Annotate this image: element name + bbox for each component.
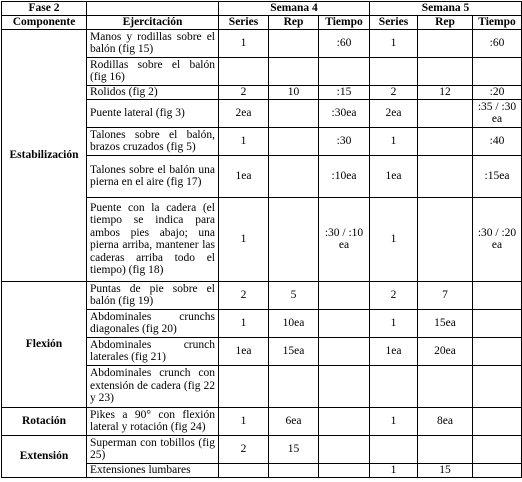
exercise-col-header: Ejercitación — [87, 15, 219, 29]
series-w4: 1ea — [219, 155, 269, 197]
time-w5 — [473, 407, 522, 435]
rep-w5: 15ea — [418, 309, 473, 337]
rep-w4: 15ea — [269, 337, 319, 365]
exercise-cell: Puente con la cadera (el tiempo se indica para ambos pies abajo; una pierna arriba, mantener las caderas arriba todo el tiempo) (fig 18) — [87, 197, 219, 281]
series-w5: 1 — [370, 127, 418, 155]
component-extension: Extensión — [2, 435, 87, 477]
series-w5: 1 — [370, 309, 418, 337]
exercise-cell: Abdominales crunchs diagonales (fig 20) — [87, 309, 219, 337]
rep-w5 — [418, 365, 473, 407]
series-w5: 1ea — [370, 155, 418, 197]
series-w5 — [370, 57, 418, 85]
exercise-cell: Rodillas sobre el balón (fig 16) — [87, 57, 219, 85]
time-w4 — [319, 309, 370, 337]
exercise-cell: Superman con tobillos (fig 25) — [87, 435, 219, 463]
series-w5: 1 — [370, 407, 418, 435]
week4-header: Semana 4 — [219, 2, 370, 16]
exercise-cell: Abdominales crunch con extensión de cadera (fig 22 y 23) — [87, 365, 219, 407]
exercise-cell: Manos y rodillas sobre el balón (fig 15) — [87, 29, 219, 57]
rep-w5: 15 — [418, 463, 473, 477]
week5-header: Semana 5 — [370, 2, 522, 16]
series-w4 — [219, 57, 269, 85]
time-w5: :60 — [473, 29, 522, 57]
table-row — [2, 435, 522, 463]
time-w4: :30 — [319, 127, 370, 155]
series-w4: 1 — [219, 127, 269, 155]
time-w5 — [473, 365, 522, 407]
exercise-cell: Puntas de pie sobre el balón (fig 19) — [87, 281, 219, 309]
time-w5 — [473, 463, 522, 477]
time-w4: :30 / :10 ea — [319, 197, 370, 281]
rep-w4 — [269, 127, 319, 155]
time-w4 — [319, 407, 370, 435]
rep-w4: 10 — [269, 85, 319, 99]
exercise-cell: Pikes a 90° con flexión lateral y rotación (fig 24) — [87, 407, 219, 435]
time-w4 — [319, 463, 370, 477]
time-w4: :10ea — [319, 155, 370, 197]
time-w5: :15ea — [473, 155, 522, 197]
table-row — [2, 407, 522, 435]
series-w5: 1 — [370, 463, 418, 477]
exercise-cell: Puente lateral (fig 3) — [87, 99, 219, 127]
rep-w5 — [418, 197, 473, 281]
component-flexion: Flexión — [2, 281, 87, 407]
rep-w5: 12 — [418, 85, 473, 99]
time-col-header-w5: Tiempo — [473, 15, 522, 29]
table-row — [2, 281, 522, 309]
rep-w5 — [418, 99, 473, 127]
table-row — [2, 29, 522, 57]
series-w4: 2 — [219, 281, 269, 309]
component-col-header: Componente — [2, 15, 87, 29]
series-w4: 2 — [219, 435, 269, 463]
rep-col-header-w4: Rep — [269, 15, 319, 29]
rep-w5 — [418, 29, 473, 57]
rep-w4 — [269, 155, 319, 197]
time-w5 — [473, 337, 522, 365]
series-w4 — [219, 365, 269, 407]
rep-w4: 15 — [269, 435, 319, 463]
time-w4: :60 — [319, 29, 370, 57]
series-w5: 2 — [370, 281, 418, 309]
time-w5 — [473, 57, 522, 85]
time-w5 — [473, 435, 522, 463]
series-w4: 1ea — [219, 337, 269, 365]
rep-w4 — [269, 29, 319, 57]
time-w5 — [473, 281, 522, 309]
time-w4: :15 — [319, 85, 370, 99]
series-w4: 1 — [219, 309, 269, 337]
time-w4 — [319, 57, 370, 85]
time-w5 — [473, 309, 522, 337]
time-col-header-w4: Tiempo — [319, 15, 370, 29]
rep-w4 — [269, 57, 319, 85]
phase-header: Fase 2 — [2, 2, 87, 16]
series-w5: 1ea — [370, 337, 418, 365]
exercise-cell: Talones sobre el balón una pierna en el aire (fig 17) — [87, 155, 219, 197]
time-w5: :35 / :30 ea — [473, 99, 522, 127]
time-w4 — [319, 365, 370, 407]
time-w4 — [319, 337, 370, 365]
exercise-cell: Rolidos (fig 2) — [87, 85, 219, 99]
exercise-cell: Extensiones lumbares — [87, 463, 219, 477]
series-w5 — [370, 365, 418, 407]
rep-w5 — [418, 127, 473, 155]
series-w5: 2ea — [370, 99, 418, 127]
training-table — [1, 1, 522, 478]
rep-w4 — [269, 99, 319, 127]
rep-w4 — [269, 197, 319, 281]
time-w5: :40 — [473, 127, 522, 155]
series-col-header-w4: Series — [219, 15, 269, 29]
rep-w5: 7 — [418, 281, 473, 309]
series-w4: 1 — [219, 407, 269, 435]
rep-w4: 5 — [269, 281, 319, 309]
rep-w5 — [418, 57, 473, 85]
series-w5: 1 — [370, 197, 418, 281]
rep-col-header-w5: Rep — [418, 15, 473, 29]
exercise-cell: Abdominales crunch laterales (fig 21) — [87, 337, 219, 365]
time-w5: :20 — [473, 85, 522, 99]
time-w4 — [319, 281, 370, 309]
exercise-cell: Talones sobre el balón, brazos cruzados (fig 5) — [87, 127, 219, 155]
rep-w5: 8ea — [418, 407, 473, 435]
rep-w5: 20ea — [418, 337, 473, 365]
series-w5: 2 — [370, 85, 418, 99]
component-rotacion: Rotación — [2, 407, 87, 435]
series-w5 — [370, 435, 418, 463]
rep-w5 — [418, 155, 473, 197]
time-w5: :30 / :20 ea — [473, 197, 522, 281]
time-w4: :30ea — [319, 99, 370, 127]
rep-w4: 6ea — [269, 407, 319, 435]
rep-w4 — [269, 463, 319, 477]
rep-w5 — [418, 435, 473, 463]
header-row-2 — [2, 15, 522, 29]
header-row-1 — [2, 2, 522, 16]
empty-header-cell — [87, 2, 219, 16]
component-estabilizacion: Estabilización — [2, 29, 87, 281]
series-w5: 1 — [370, 29, 418, 57]
rep-w4 — [269, 365, 319, 407]
series-w4: 1 — [219, 29, 269, 57]
series-w4 — [219, 463, 269, 477]
rep-w4: 10ea — [269, 309, 319, 337]
series-w4: 1 — [219, 197, 269, 281]
series-w4: 2ea — [219, 99, 269, 127]
time-w4 — [319, 435, 370, 463]
series-col-header-w5: Series — [370, 15, 418, 29]
series-w4: 2 — [219, 85, 269, 99]
